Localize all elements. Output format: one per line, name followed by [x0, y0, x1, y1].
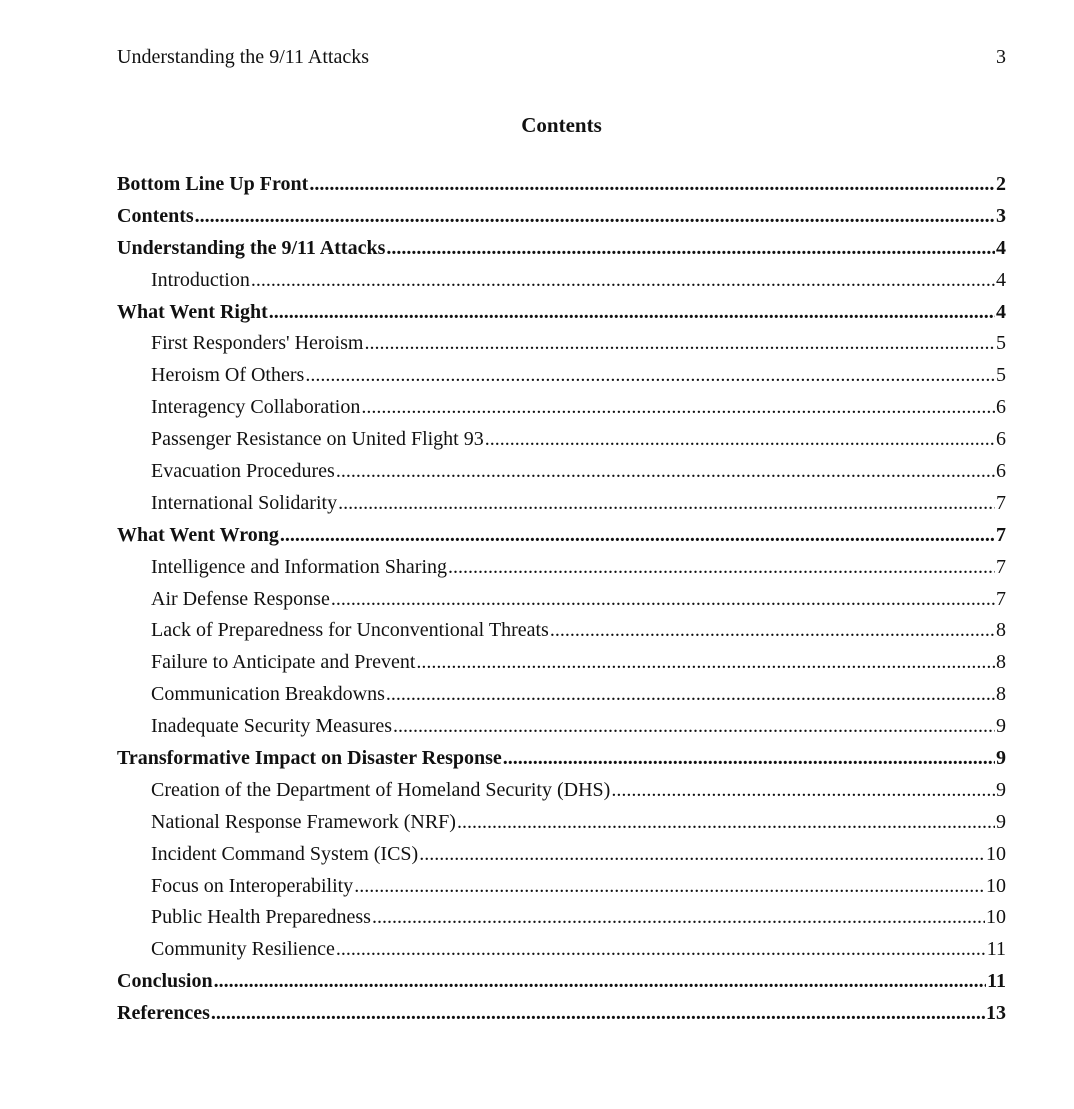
toc-entry-page-number: 3: [996, 204, 1006, 227]
dot-leader: [393, 712, 995, 740]
toc-entry[interactable]: [117, 680, 1006, 712]
dot-leader: [338, 489, 995, 517]
dot-leader: [457, 808, 995, 836]
toc-entry-title: Contents: [117, 204, 194, 227]
toc-entry-page-number: 11: [987, 970, 1006, 993]
toc-entry-title: Introduction: [151, 268, 250, 291]
dot-leader: [305, 361, 995, 389]
toc-entry[interactable]: [117, 744, 1006, 776]
toc-entry[interactable]: [117, 903, 1006, 935]
toc-entry-page-number: 5: [996, 364, 1006, 387]
toc-entry[interactable]: [117, 457, 1006, 489]
toc-entry[interactable]: [117, 234, 1006, 266]
toc-entry-title: Heroism Of Others: [151, 364, 305, 387]
toc-entry-page-number: 6: [996, 460, 1006, 483]
toc-entry[interactable]: [117, 999, 1006, 1031]
toc-entry[interactable]: [117, 808, 1006, 840]
dot-leader: [611, 776, 995, 804]
toc-entry[interactable]: [117, 616, 1006, 648]
toc-entry-page-number: 6: [996, 396, 1006, 419]
toc-entry-page-number: 2: [996, 173, 1006, 195]
dot-leader: [448, 553, 995, 581]
toc-entry-page-number: 8: [996, 683, 1006, 706]
toc-entry-title: Evacuation Procedures: [151, 460, 335, 483]
toc-entry-page-number: 8: [996, 651, 1006, 674]
toc-entry-page-number: 9: [996, 747, 1006, 770]
dot-leader: [364, 329, 995, 357]
toc-entry[interactable]: [117, 712, 1006, 744]
toc-entry[interactable]: [117, 170, 1006, 202]
toc-entry-title: Passenger Resistance on United Flight 93: [151, 428, 484, 451]
running-title: Understanding the 9/11 Attacks: [117, 46, 369, 68]
dot-leader: [372, 903, 985, 931]
toc-entry[interactable]: [117, 489, 1006, 521]
toc-entry-title: Communication Breakdowns: [151, 683, 385, 706]
dot-leader: [354, 872, 985, 900]
toc-entry-page-number: 9: [996, 778, 1006, 801]
toc-entry[interactable]: [117, 361, 1006, 393]
toc-entry[interactable]: [117, 393, 1006, 425]
toc-entry-title: National Response Framework (NRF): [151, 810, 456, 833]
dot-leader: [336, 457, 995, 485]
page-number: 3: [996, 46, 1006, 68]
toc-entry[interactable]: [117, 840, 1006, 872]
toc-entry-page-number: 10: [986, 842, 1006, 865]
toc-entry-page-number: 9: [996, 810, 1006, 833]
toc-entry-title: What Went Right: [117, 300, 268, 323]
toc-entry-page-number: 8: [996, 619, 1006, 642]
dot-leader: [214, 967, 987, 995]
toc-entry-page-number: 5: [996, 332, 1006, 355]
toc-entry-title: Air Defense Response: [151, 587, 330, 610]
toc-entry[interactable]: [117, 266, 1006, 298]
toc-entry[interactable]: [117, 648, 1006, 680]
toc-entry-page-number: 9: [996, 715, 1006, 738]
toc-entry[interactable]: [117, 298, 1006, 330]
toc-entry[interactable]: [117, 935, 1006, 967]
dot-leader: [195, 202, 995, 230]
dot-leader: [419, 840, 985, 868]
toc-entry-page-number: 7: [996, 523, 1006, 546]
dot-leader: [361, 393, 995, 421]
dot-leader: [269, 298, 995, 326]
toc-heading: Contents: [521, 113, 602, 137]
toc-entry[interactable]: [117, 872, 1006, 904]
table-of-contents: [117, 170, 1006, 1031]
dot-leader: [485, 425, 995, 453]
toc-entry-page-number: 7: [996, 491, 1006, 514]
toc-entry[interactable]: [117, 425, 1006, 457]
toc-entry-page-number: 7: [996, 587, 1006, 610]
toc-entry-title: Intelligence and Information Sharing: [151, 555, 448, 578]
toc-entry-title: Bottom Line Up Front: [117, 173, 309, 195]
dot-leader: [211, 999, 985, 1027]
toc-entry[interactable]: [117, 967, 1006, 999]
toc-entry-page-number: 11: [986, 938, 1006, 961]
toc-entry-title: First Responders' Heroism: [151, 332, 364, 355]
toc-entry-page-number: 10: [986, 874, 1006, 897]
toc-entry-title: Transformative Impact on Disaster Response: [117, 747, 502, 770]
dot-leader: [280, 521, 995, 549]
toc-entry-page-number: 4: [996, 236, 1006, 259]
dot-leader: [251, 266, 995, 294]
toc-entry[interactable]: [117, 776, 1006, 808]
dot-leader: [416, 648, 995, 676]
toc-entry-title: Focus on Interoperability: [151, 874, 354, 897]
toc-entry[interactable]: [117, 521, 1006, 553]
dot-leader: [386, 680, 995, 708]
toc-entry-title: Public Health Preparedness: [151, 906, 371, 929]
toc-entry-title: International Solidarity: [151, 491, 338, 514]
toc-entry-title: Incident Command System (ICS): [151, 842, 419, 865]
toc-entry[interactable]: [117, 202, 1006, 234]
running-header: [117, 44, 1006, 70]
toc-entry-page-number: 10: [986, 906, 1006, 929]
toc-entry-page-number: 13: [986, 1002, 1006, 1025]
toc-entry-page-number: 4: [996, 300, 1006, 323]
toc-entry-title: Community Resilience: [151, 938, 335, 961]
dot-leader: [336, 935, 986, 963]
toc-entry[interactable]: [117, 329, 1006, 361]
toc-entry-title: Failure to Anticipate and Prevent: [151, 651, 416, 674]
toc-entry-page-number: 6: [996, 428, 1006, 451]
toc-entry-title: References: [117, 1002, 210, 1025]
toc-entry[interactable]: [117, 585, 1006, 617]
toc-entry-title: Understanding the 9/11 Attacks: [117, 236, 386, 259]
toc-entry-title: What Went Wrong: [117, 523, 279, 546]
toc-entry-title: Lack of Preparedness for Unconventional Threats: [151, 619, 549, 642]
dot-leader: [550, 616, 995, 644]
toc-entry-title: Creation of the Department of Homeland Security (DHS): [151, 778, 611, 801]
toc-entry-title: Conclusion: [117, 970, 213, 993]
toc-entry-title: Inadequate Security Measures: [151, 715, 393, 738]
toc-entry[interactable]: [117, 553, 1006, 585]
toc-entry-page-number: 7: [996, 555, 1006, 578]
dot-leader: [386, 234, 995, 262]
dot-leader: [503, 744, 995, 772]
dot-leader: [309, 170, 995, 198]
toc-entry-page-number: 4: [996, 268, 1006, 291]
dot-leader: [331, 585, 995, 613]
toc-entry-title: Interagency Collaboration: [151, 396, 361, 419]
